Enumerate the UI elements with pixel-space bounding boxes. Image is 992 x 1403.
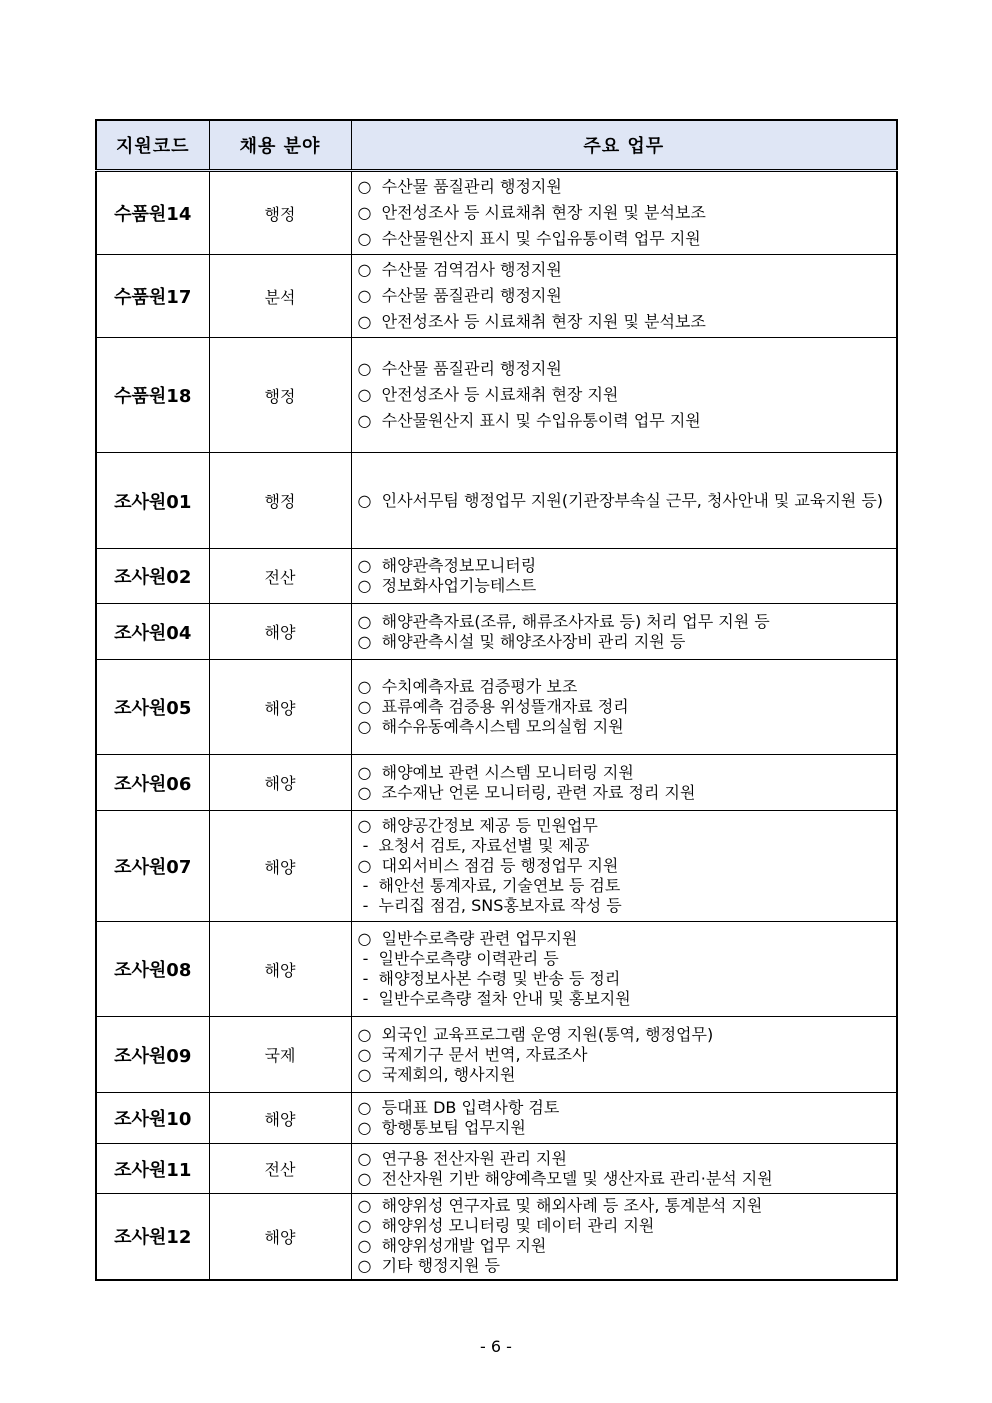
main-duties-cell xyxy=(351,453,897,549)
main-duties-cell xyxy=(351,922,897,1017)
hiring-field-cell: 분석 xyxy=(209,255,351,338)
duty-item: ○ 해양공간정보 제공 등 민원업무 xyxy=(357,816,598,835)
job-table xyxy=(95,119,898,1281)
support-code-cell: 수품원18 xyxy=(96,338,209,453)
table-row xyxy=(96,453,897,549)
hiring-field-cell: 국제 xyxy=(209,1017,351,1093)
table-row xyxy=(96,1194,897,1280)
hiring-field-cell: 해양 xyxy=(209,922,351,1017)
duty-item: ○ 수산물 품질관리 행정지원 xyxy=(357,286,562,305)
duty-item: ○ 수산물 검역검사 행정지원 xyxy=(357,260,562,279)
duty-item: ○ 조수재난 언론 모니터링, 관련 자료 정리 지원 xyxy=(357,782,696,802)
support-code-cell: 수품원17 xyxy=(96,255,209,338)
duty-item: ○ 기타 행정지원 등 xyxy=(357,1256,500,1276)
hiring-field-cell: 해양 xyxy=(209,1194,351,1280)
main-duties-cell xyxy=(351,1194,897,1280)
hiring-field-cell: 행정 xyxy=(209,338,351,453)
support-code-cell: 조사원04 xyxy=(96,604,209,660)
duty-item: ○ 해양위성 모니터링 및 데이터 관리 지원 xyxy=(357,1216,655,1236)
duty-item: ○ 해양위성개발 업무 지원 xyxy=(357,1236,547,1256)
hiring-field-cell: 전산 xyxy=(209,549,351,604)
main-duties-cell xyxy=(351,811,897,922)
table-row xyxy=(96,755,897,811)
duty-item: ○ 외국인 교육프로그램 운영 지원(통역, 행정업무) xyxy=(357,1024,714,1044)
hiring-field-cell: 행정 xyxy=(209,453,351,549)
duty-item: - 해양정보사본 수령 및 반송 등 정리 xyxy=(357,969,621,988)
duty-item: ○ 수산물원산지 표시 및 수입유통이력 업무 지원 xyxy=(357,411,701,430)
duty-item: ○ 수치예측자료 검증평가 보조 xyxy=(357,677,578,696)
table-row xyxy=(96,1017,897,1093)
support-code-cell: 조사원11 xyxy=(96,1144,209,1194)
duty-item: ○ 해양관측시설 및 해양조사장비 관리 지원 등 xyxy=(357,631,686,651)
duty-item: ○ 연구용 전산자원 관리 지원 xyxy=(357,1148,567,1168)
duty-item: ○ 표류예측 검증용 위성뜰개자료 정리 xyxy=(357,697,629,716)
header-duties: 주요 업무 xyxy=(351,120,897,171)
duty-item: ○ 등대표 DB 입력사항 검토 xyxy=(357,1098,560,1117)
main-duties-cell xyxy=(351,1093,897,1144)
hiring-field-cell: 해양 xyxy=(209,1093,351,1144)
duty-item: ○ 해양관측정보모니터링 xyxy=(357,556,537,575)
duty-item: ○ 대외서비스 점검 등 행정업무 지원 xyxy=(357,856,619,875)
support-code-cell: 조사원09 xyxy=(96,1017,209,1093)
page-number: - 6 - xyxy=(480,1337,512,1356)
duty-item: - 해안선 통계자료, 기술연보 등 검토 xyxy=(357,876,621,895)
main-duties-cell xyxy=(351,755,897,811)
main-duties-cell xyxy=(351,604,897,660)
hiring-field-cell: 해양 xyxy=(209,660,351,755)
main-duties-cell xyxy=(351,338,897,453)
duty-item: ○ 안전성조사 등 시료채취 현장 지원 및 분석보조 xyxy=(357,203,706,222)
duty-item: - 누리집 점검, SNS홍보자료 작성 등 xyxy=(357,896,622,915)
hiring-field-cell: 해양 xyxy=(209,811,351,922)
main-duties-cell xyxy=(351,660,897,755)
table-row xyxy=(96,549,897,604)
main-duties-cell xyxy=(351,171,897,255)
support-code-cell: 조사원05 xyxy=(96,660,209,755)
support-code-cell: 조사원10 xyxy=(96,1093,209,1144)
table-row xyxy=(96,338,897,453)
hiring-field-cell: 행정 xyxy=(209,171,351,255)
support-code-cell: 조사원12 xyxy=(96,1194,209,1280)
main-duties-cell xyxy=(351,1017,897,1093)
table-row xyxy=(96,1144,897,1194)
support-code-cell: 수품원14 xyxy=(96,171,209,255)
table-row xyxy=(96,922,897,1017)
duty-item: - 일반수로측량 절차 안내 및 홍보지원 xyxy=(357,989,631,1008)
duty-item: ○ 해양위성 연구자료 및 해외사례 등 조사, 통계분석 지원 xyxy=(357,1196,763,1216)
duty-item: ○ 전산자원 기반 해양예측모델 및 생산자료 관리·분석 지원 xyxy=(357,1168,773,1188)
duty-item: ○ 국제회의, 행사지원 xyxy=(357,1064,516,1084)
table-header-row xyxy=(96,120,897,171)
hiring-field-cell: 전산 xyxy=(209,1144,351,1194)
duty-item: ○ 일반수로측량 관련 업무지원 xyxy=(357,929,578,948)
table-row xyxy=(96,171,897,255)
support-code-cell: 조사원07 xyxy=(96,811,209,922)
duty-item: ○ 수산물 품질관리 행정지원 xyxy=(357,177,562,196)
duty-item: ○ 수산물 품질관리 행정지원 xyxy=(357,359,562,378)
hiring-field-cell: 해양 xyxy=(209,604,351,660)
table-row xyxy=(96,255,897,338)
main-duties-cell xyxy=(351,1144,897,1194)
support-code-cell: 조사원06 xyxy=(96,755,209,811)
duty-item: ○ 해수유동예측시스템 모의실험 지원 xyxy=(357,717,624,736)
main-duties-cell xyxy=(351,549,897,604)
duty-item: ○ 정보화사업기능테스트 xyxy=(357,576,537,595)
table-row xyxy=(96,604,897,660)
table-body xyxy=(96,171,897,1280)
duty-item: ○ 안전성조사 등 시료채취 현장 지원 xyxy=(357,385,619,404)
duty-item: ○ 국제기구 문서 번역, 자료조사 xyxy=(357,1044,588,1064)
duty-item: - 요청서 검토, 자료선별 및 제공 xyxy=(357,836,590,855)
table-row xyxy=(96,660,897,755)
duty-item: ○ 수산물원산지 표시 및 수입유통이력 업무 지원 xyxy=(357,229,701,248)
duty-item: - 일반수로측량 이력관리 등 xyxy=(357,949,559,968)
support-code-cell: 조사원02 xyxy=(96,549,209,604)
support-code-cell: 조사원01 xyxy=(96,453,209,549)
table-row xyxy=(96,811,897,922)
duty-item: ○ 인사서무팀 행정업무 지원(기관장부속실 근무, 청사안내 및 교육지원 등) xyxy=(357,490,884,510)
duty-item: ○ 안전성조사 등 시료채취 현장 지원 및 분석보조 xyxy=(357,312,706,331)
hiring-field-cell: 해양 xyxy=(209,755,351,811)
header-code: 지원코드 xyxy=(96,120,209,171)
support-code-cell: 조사원08 xyxy=(96,922,209,1017)
header-field: 채용 분야 xyxy=(209,120,351,171)
duty-item: ○ 해양예보 관련 시스템 모니터링 지원 xyxy=(357,762,634,782)
main-duties-cell xyxy=(351,255,897,338)
table-row xyxy=(96,1093,897,1144)
duty-item: ○ 해양관측자료(조류, 해류조사자료 등) 처리 업무 지원 등 xyxy=(357,611,770,631)
duty-item: ○ 항행통보팀 업무지원 xyxy=(357,1118,526,1137)
